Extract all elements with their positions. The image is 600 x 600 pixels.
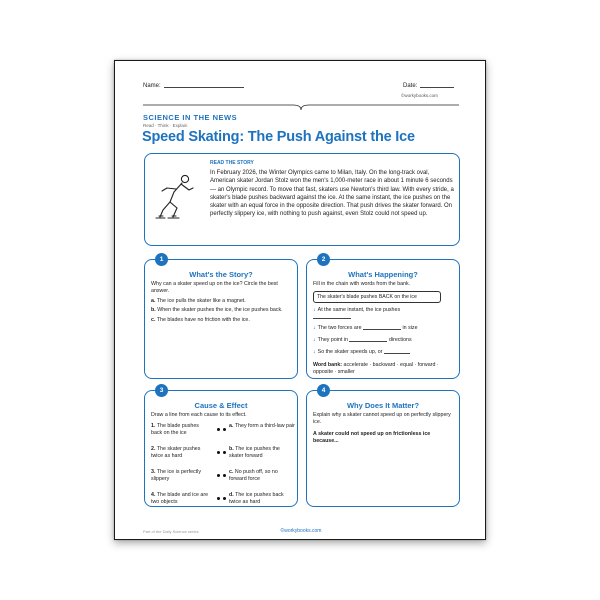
answer-option-b[interactable]: b. When the skater pushes the ice, the ice pushes back. [151,307,283,313]
chain-row[interactable]: ↓ At the same instant, the ice pushes [313,307,454,321]
effect-item: d. The ice pushes back twice as hard [229,492,284,505]
header-divider [143,100,459,110]
card-number-badge: 3 [155,384,168,397]
match-pair [151,492,292,511]
worksheet-page [114,60,486,540]
story-box [144,153,460,246]
answer-option-c[interactable]: c. The blades have no friction with the ice. [151,316,250,323]
answer-option-a[interactable]: a. The ice pulls the skater like a magnet. [151,297,246,304]
story-label: READ THE STORY [210,160,254,166]
header-site: ©workybooks.com [401,93,438,98]
effect-item: a. They form a third-law pair [229,423,295,429]
cause-dot[interactable] [217,428,220,431]
worksheet-title: Speed Skating: The Push Against the Ice [142,129,415,145]
cause-item: 2. The skater pushes twice as hard [151,446,201,459]
matching-prompt: Draw a line from each cause to its effect. [151,412,247,418]
fill-blank[interactable] [313,318,351,319]
date-line [420,87,454,88]
card-title: Cause & Effect [194,401,248,410]
card-whats-happening [306,256,460,379]
answer-starter[interactable]: A skater could not speed up on frictionless ice because... [313,431,431,444]
name-line [164,87,244,88]
effect-dot[interactable] [223,428,226,431]
card-cause-and-effect [144,387,298,507]
fill-blank[interactable] [384,353,410,354]
effect-dot[interactable] [223,474,226,477]
chain-prompt: Fill in the chain with words from the bank. [313,281,411,287]
match-pair [151,446,292,465]
footer-series: Part of the Daily Science series [143,529,199,534]
cause-dot[interactable] [217,474,220,477]
down-arrow-icon: ↓ [313,307,316,313]
name-label: Name: [143,83,161,89]
cause-item: 3. The ice is perfectly slippery [151,469,201,482]
fill-blank[interactable] [363,329,401,330]
effect-item: c. No push off, so no forward force [229,469,278,482]
question-prompt: Why can a skater speed up on the ice? Circle the best answer. [151,281,278,294]
effect-dot[interactable] [223,451,226,454]
story-text: In February 2026, the Winter Olympics came to Milan, Italy. On the long-track oval, American skater Jordan Stolz won the men's 1,000-meter race in about 1 minute 6 seconds — an Olympic record. To move that fast, skaters use Newton's third law. With every stride, a skater's blade pushes backward against the ice. At the same instant, the ice pushes on the skater with an equal force in the opposite direction. That push drives the skater forward. On perfectly slippery ice, with nothing to push against, even Stolz could not speed up. [210,170,454,218]
subtitle: Read · Think · Explain [143,123,188,128]
card-whats-the-story [144,256,298,379]
cause-item: 4. The blade and ice are two objects [151,492,209,505]
date-label: Date: [403,83,418,89]
card-why-does-it-matter [306,387,460,507]
card-number-badge: 2 [317,253,330,266]
chain-row[interactable]: ↓ They point in directions [313,337,412,343]
section-label: SCIENCE IN THE NEWS [143,113,238,122]
explain-prompt: Explain why a skater cannot speed up on perfectly slippery ice. [313,412,451,425]
down-arrow-icon: ↓ [313,349,316,355]
card-title: What's Happening? [348,270,418,279]
card-number-badge: 1 [155,253,168,266]
chain-row[interactable]: ↓ The two forces are in size [313,325,418,331]
name-field[interactable] [143,83,244,89]
word-bank: Word bank: accelerate · backward · equal · forward · opposite · smaller [313,362,439,375]
effect-dot[interactable] [223,497,226,500]
cause-dot[interactable] [217,497,220,500]
down-arrow-icon: ↓ [313,325,316,331]
cause-item: 1. The blade pushes back on the ice [151,423,199,436]
card-title: What's the Story? [189,270,253,279]
card-number-badge: 4 [317,384,330,397]
card-title: Why Does It Matter? [346,401,420,410]
down-arrow-icon: ↓ [313,337,316,343]
match-pair [151,423,295,442]
fill-blank[interactable] [349,341,387,342]
effect-item: b. The ice pushes the skater forward [229,446,280,459]
chain-row[interactable]: ↓ So the skater speeds up, or [313,349,454,357]
cause-dot[interactable] [217,451,220,454]
footer-site: ©workybooks.com [280,528,322,534]
chain-start-box: The skater's blade pushes BACK on the ice [313,291,441,303]
match-pair [151,469,292,488]
date-field[interactable] [403,83,454,89]
speed-skater-icon [155,172,197,224]
